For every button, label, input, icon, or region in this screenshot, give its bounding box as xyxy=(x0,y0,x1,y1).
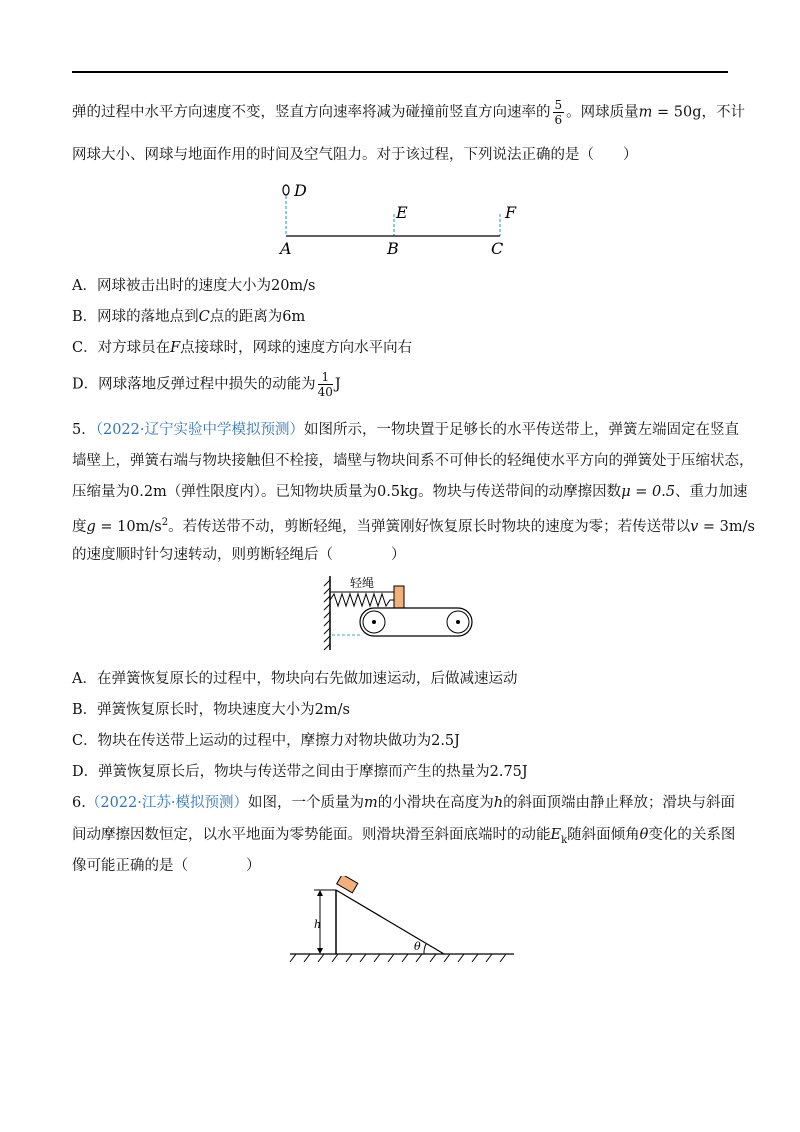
right-pulley-axle xyxy=(456,620,460,624)
kinetic-energy-symbol: E xyxy=(550,827,562,843)
question-source: （2022·江苏·模拟预测） xyxy=(85,795,248,811)
point-c-variable: C xyxy=(198,309,210,325)
velocity-value: = 3m/s xyxy=(698,518,755,535)
mass-variable: m xyxy=(363,795,378,811)
q5-option-d: D．弹簧恢复原长后，物块与传送带之间由于摩擦而产生的热量为2.75J xyxy=(72,764,528,780)
friction-coefficient: μ = 0.5 xyxy=(621,484,676,500)
header-rule xyxy=(72,71,728,73)
q6-line-1 xyxy=(72,793,735,813)
incline-diagram xyxy=(286,876,518,966)
ground-hatching xyxy=(290,954,506,962)
q5-option-a: A．在弹簧恢复原长的过程中，物块向右先做加速运动，后做减速运动 xyxy=(72,671,518,687)
incline-slope xyxy=(336,890,444,954)
arrow-up-icon xyxy=(317,890,323,896)
question-number: 6. xyxy=(72,795,86,811)
q4-option-b-text: B．网球的落地点到 xyxy=(72,309,199,325)
q5-option-c: C．物块在传送带上运动的过程中，摩擦力对物块做功为2.5J xyxy=(72,733,460,749)
q4-line-1 xyxy=(72,98,745,127)
q5-line-1 xyxy=(72,420,739,440)
spring-icon xyxy=(330,594,394,606)
q4-option-c-text: C．对方球员在 xyxy=(72,340,171,356)
q6-line-2 xyxy=(72,825,735,851)
theta-symbol: θ xyxy=(639,827,649,843)
left-pulley-axle xyxy=(372,620,376,624)
mass-variable: m xyxy=(638,104,653,121)
point-f-variable: F xyxy=(170,340,181,356)
q5-line-2: 墙壁上，弹簧右端与物块接触但不栓接，墙壁与物块间系不可伸长的轻绳使水平方向的弹簧处于压缩状态， xyxy=(72,453,754,469)
velocity-variable: v xyxy=(690,518,699,535)
arrow-down-icon xyxy=(317,948,323,954)
q5-line-3 xyxy=(72,482,748,502)
q6-text: 的斜面顶端由静止释放；滑块与斜面 xyxy=(503,795,736,811)
q5-text: 压缩量为0.2m（弹性限度内）。已知物块质量为0.5kg。物块与传送带间的动摩擦因数 xyxy=(72,484,622,500)
rope-label: 轻绳 xyxy=(350,576,375,590)
label-d: D xyxy=(294,181,307,200)
q5-text: 度 xyxy=(72,518,87,535)
q4-option-c-text: 点接球时，网球的速度方向水平向右 xyxy=(180,340,413,356)
q4-option-b-text: 点的距离为6m xyxy=(209,309,306,325)
q6-text: 间动摩擦因数恒定，以水平地面为零势能面。则滑块滑至斜面底端时的动能 xyxy=(72,827,551,843)
q4-option-d-text: D．网球落地反弹过程中损失的动能为 xyxy=(72,376,316,393)
angle-label: θ xyxy=(414,940,421,953)
frac-numerator: 5 xyxy=(554,98,563,112)
q4-text: ，不计 xyxy=(701,104,745,121)
wall-hatching xyxy=(324,580,330,650)
height-label: h xyxy=(314,918,322,931)
q5-text: 如图所示，一物块置于足够长的水平传送带上，弹簧左端固定在竖直 xyxy=(304,422,739,438)
q4-text: 弹的过程中水平方向速度不变，竖直方向速率将减为碰撞前竖直方向速率的 xyxy=(72,104,551,121)
block-icon xyxy=(394,586,404,608)
height-variable: h xyxy=(493,795,504,811)
gravity-exponent: 2 xyxy=(161,517,169,528)
belt-right-curve xyxy=(458,608,472,636)
belt-left-curve xyxy=(360,608,374,636)
q5-text: 。若传送带不动，剪断轻绳，当弹簧刚好恢复原长时物块的速度为零；若传送带以 xyxy=(168,518,691,535)
gravity-variable: g xyxy=(86,518,96,535)
q4-option-d xyxy=(72,370,341,399)
frac-denominator: 40 xyxy=(317,385,333,399)
frac-denominator: 6 xyxy=(554,113,563,127)
question-number: 5． xyxy=(72,422,96,438)
q4-text: 。网球质量 xyxy=(566,104,639,121)
slider-block-icon xyxy=(337,876,358,893)
label-c: C xyxy=(491,239,504,258)
fraction-one-fortieth xyxy=(318,370,333,399)
q6-line-3: 像可能正确的是（ ） xyxy=(72,858,261,874)
ball-icon xyxy=(283,185,289,195)
q4-option-a: A．网球被击出时的速度大小为20m/s xyxy=(72,278,316,294)
question-source: （2022·辽宁实验中学模拟预测） xyxy=(95,422,304,438)
label-f: F xyxy=(505,203,517,222)
label-a: A xyxy=(280,239,292,258)
q5-line-5: 的速度顺时针匀速转动，则剪断轻绳后（ ） xyxy=(72,547,406,563)
q5-option-b: B．弹簧恢复原长时，物块速度大小为2m/s xyxy=(72,702,350,718)
q6-text: 的小滑块在高度为 xyxy=(377,795,494,811)
q6-text: 随斜面倾角 xyxy=(567,827,640,843)
frac-numerator: 1 xyxy=(318,370,333,385)
tennis-court-diagram xyxy=(270,178,530,260)
label-b: B xyxy=(387,239,399,258)
q6-text: 变化的关系图 xyxy=(648,827,736,843)
q4-option-d-text: J xyxy=(334,376,341,393)
q5-line-4 xyxy=(72,513,755,537)
fraction-five-sixths xyxy=(553,98,565,127)
angle-arc xyxy=(424,944,426,954)
q4-option-b xyxy=(72,307,305,327)
q5-text: 、重力加速 xyxy=(675,484,748,500)
kinetic-energy-subscript: k xyxy=(561,834,568,846)
conveyor-spring-diagram xyxy=(320,572,480,652)
q6-text: 如图，一个质量为 xyxy=(247,795,364,811)
label-e: E xyxy=(396,203,408,222)
q4-option-c xyxy=(72,338,412,358)
gravity-value: = 10m/s xyxy=(95,518,162,535)
q4-line-2: 网球大小、网球与地面作用的时间及空气阻力。对于该过程，下列说法正确的是（ ） xyxy=(72,147,638,163)
mass-value: = 50g xyxy=(652,104,702,121)
